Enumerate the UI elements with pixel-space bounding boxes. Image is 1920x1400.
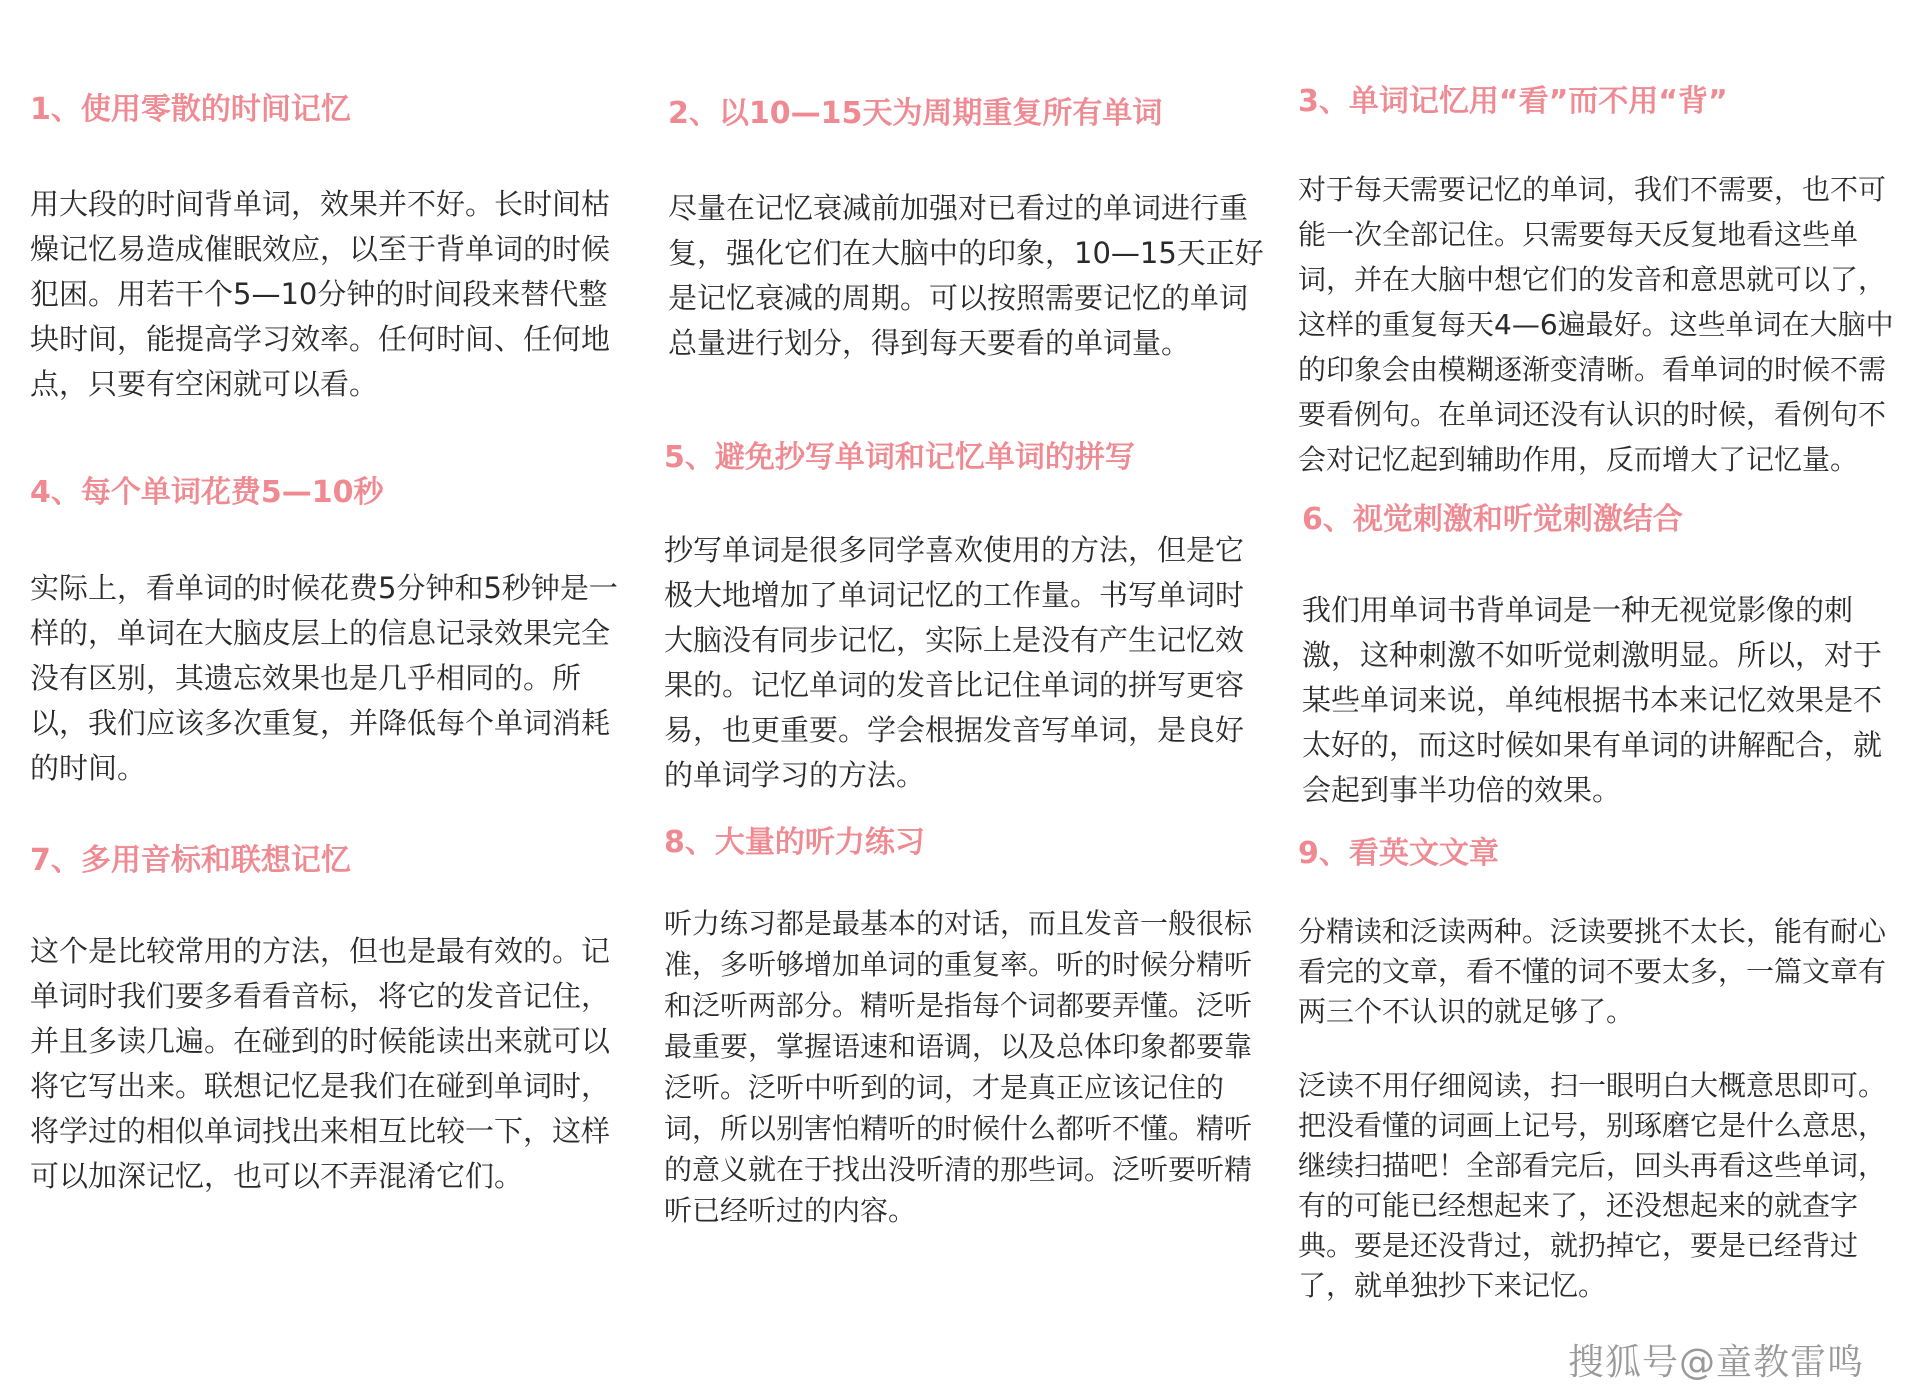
tip-section-5 [664,438,1270,798]
tip-section-8 [664,823,1270,1231]
tip-9-body-2: 泛读不用仔细阅读，扫一眼明白大概意思即可。把没看懂的词画上记号，别琢磨它是什么意思，继续扫描吧！全部看完后，回头再看这些单词，有的可能已经想起来了，还没想起来的就查字典。要是还没背过，就扔掉它，要是已经背过了，就单独抄下来记忆。 [1298,1069,1887,1302]
tip-7-title: 7、多用音标和联想记忆 [30,843,351,878]
tip-1-body: 用大段的时间背单词，效果并不好。长时间枯燥记忆易造成催眠效应，以至于背单词的时候犯困。用若干个5—10分钟的时间段来替代整块时间，能提高学习效率。任何时间、任何地点，只要有空闲就可以看。 [30,187,611,401]
tip-section-7 [30,841,636,1199]
tip-section-4 [30,473,636,791]
tip-9-body-1: 分精读和泛读两种。泛读要挑不太长，能有耐心看完的文章，看不懂的词不要太多，一篇文章有两三个不认识的就足够了。 [1298,915,1887,1028]
tip-section-1 [30,90,636,407]
tip-section-3 [1298,82,1908,482]
watermark: 搜狐号@童教雷鸣 [1568,1342,1865,1383]
tip-section-6 [1302,500,1908,813]
tip-2-body: 尽量在记忆衰减前加强对已看过的单词进行重复，强化它们在大脑中的印象，10—15天正好是记忆衰减的周期。可以按照需要记忆的单词总量进行划分，得到每天要看的单词量。 [668,191,1264,360]
tip-3-body: 对于每天需要记忆的单词，我们不需要，也不可能一次全部记住。只需要每天反复地看这些单词，并在大脑中想它们的发音和意思就可以了，这样的重复每天4—6遍最好。这些单词在大脑中的印象会由模糊逐渐变清晰。看单词的时候不需要看例句。在单词还没有认识的时候，看例句不会对记忆起到辅助作用，反而增大了记忆量。 [1298,173,1894,476]
tip-7-body: 这个是比较常用的方法，但也是最有效的。记单词时我们要多看看音标，将它的发音记住，并且多读几遍。在碰到的时候能读出来就可以将它写出来。联想记忆是我们在碰到单词时，将学过的相似单词找出来相互比较一下，这样可以加深记忆，也可以不弄混淆它们。 [30,934,611,1193]
tip-6-body: 我们用单词书背单词是一种无视觉影像的刺激，这种刺激不如听觉刺激明显。所以，对于某些单词来说，单纯根据书本来记忆效果是不太好的，而这时候如果有单词的讲解配合，就会起到事半功倍的效果。 [1302,593,1883,807]
tip-1-title: 1、使用零散的时间记忆 [30,92,351,127]
tip-5-body: 抄写单词是很多同学喜欢使用的方法，但是它极大地增加了单词记忆的工作量。书写单词时大脑没有同步记忆，实际上是没有产生记忆效果的。记忆单词的发音比记住单词的拼写更容易，也更重要。学会根据发音写单词，是良好的单词学习的方法。 [664,533,1245,792]
tip-3-title: 3、单词记忆用“看”而不用“背” [1298,84,1728,119]
tip-8-title: 8、大量的听力练习 [664,825,925,860]
tip-8-body: 听力练习都是最基本的对话，而且发音一般很标准，多听够增加单词的重复率。听的时候分精听和泛听两部分。精听是指每个词都要弄懂。泛听最重要，掌握语速和语调，以及总体印象都要靠泛听。泛听中听到的词，才是真正应该记住的词，所以别害怕精听的时候什么都听不懂。精听的意义就在于找出没听清的那些词。泛听要听精听已经听过的内容。 [664,907,1253,1227]
tip-5-title: 5、避免抄写单词和记忆单词的拼写 [664,440,1135,475]
tip-2-title: 2、以10—15天为周期重复所有单词 [668,96,1163,131]
tip-6-title: 6、视觉刺激和听觉刺激结合 [1302,502,1683,537]
tip-4-body: 实际上，看单词的时候花费5分钟和5秒钟是一样的，单词在大脑皮层上的信息记录效果完全没有区别，其遗忘效果也是几乎相同的。所以，我们应该多次重复，并降低每个单词消耗的时间。 [30,571,618,785]
tip-4-title: 4、每个单词花费5—10秒 [30,475,384,510]
tip-9-title: 9、看英文文章 [1298,836,1499,871]
tip-section-9 [1298,834,1908,1306]
tip-section-2 [668,94,1274,366]
